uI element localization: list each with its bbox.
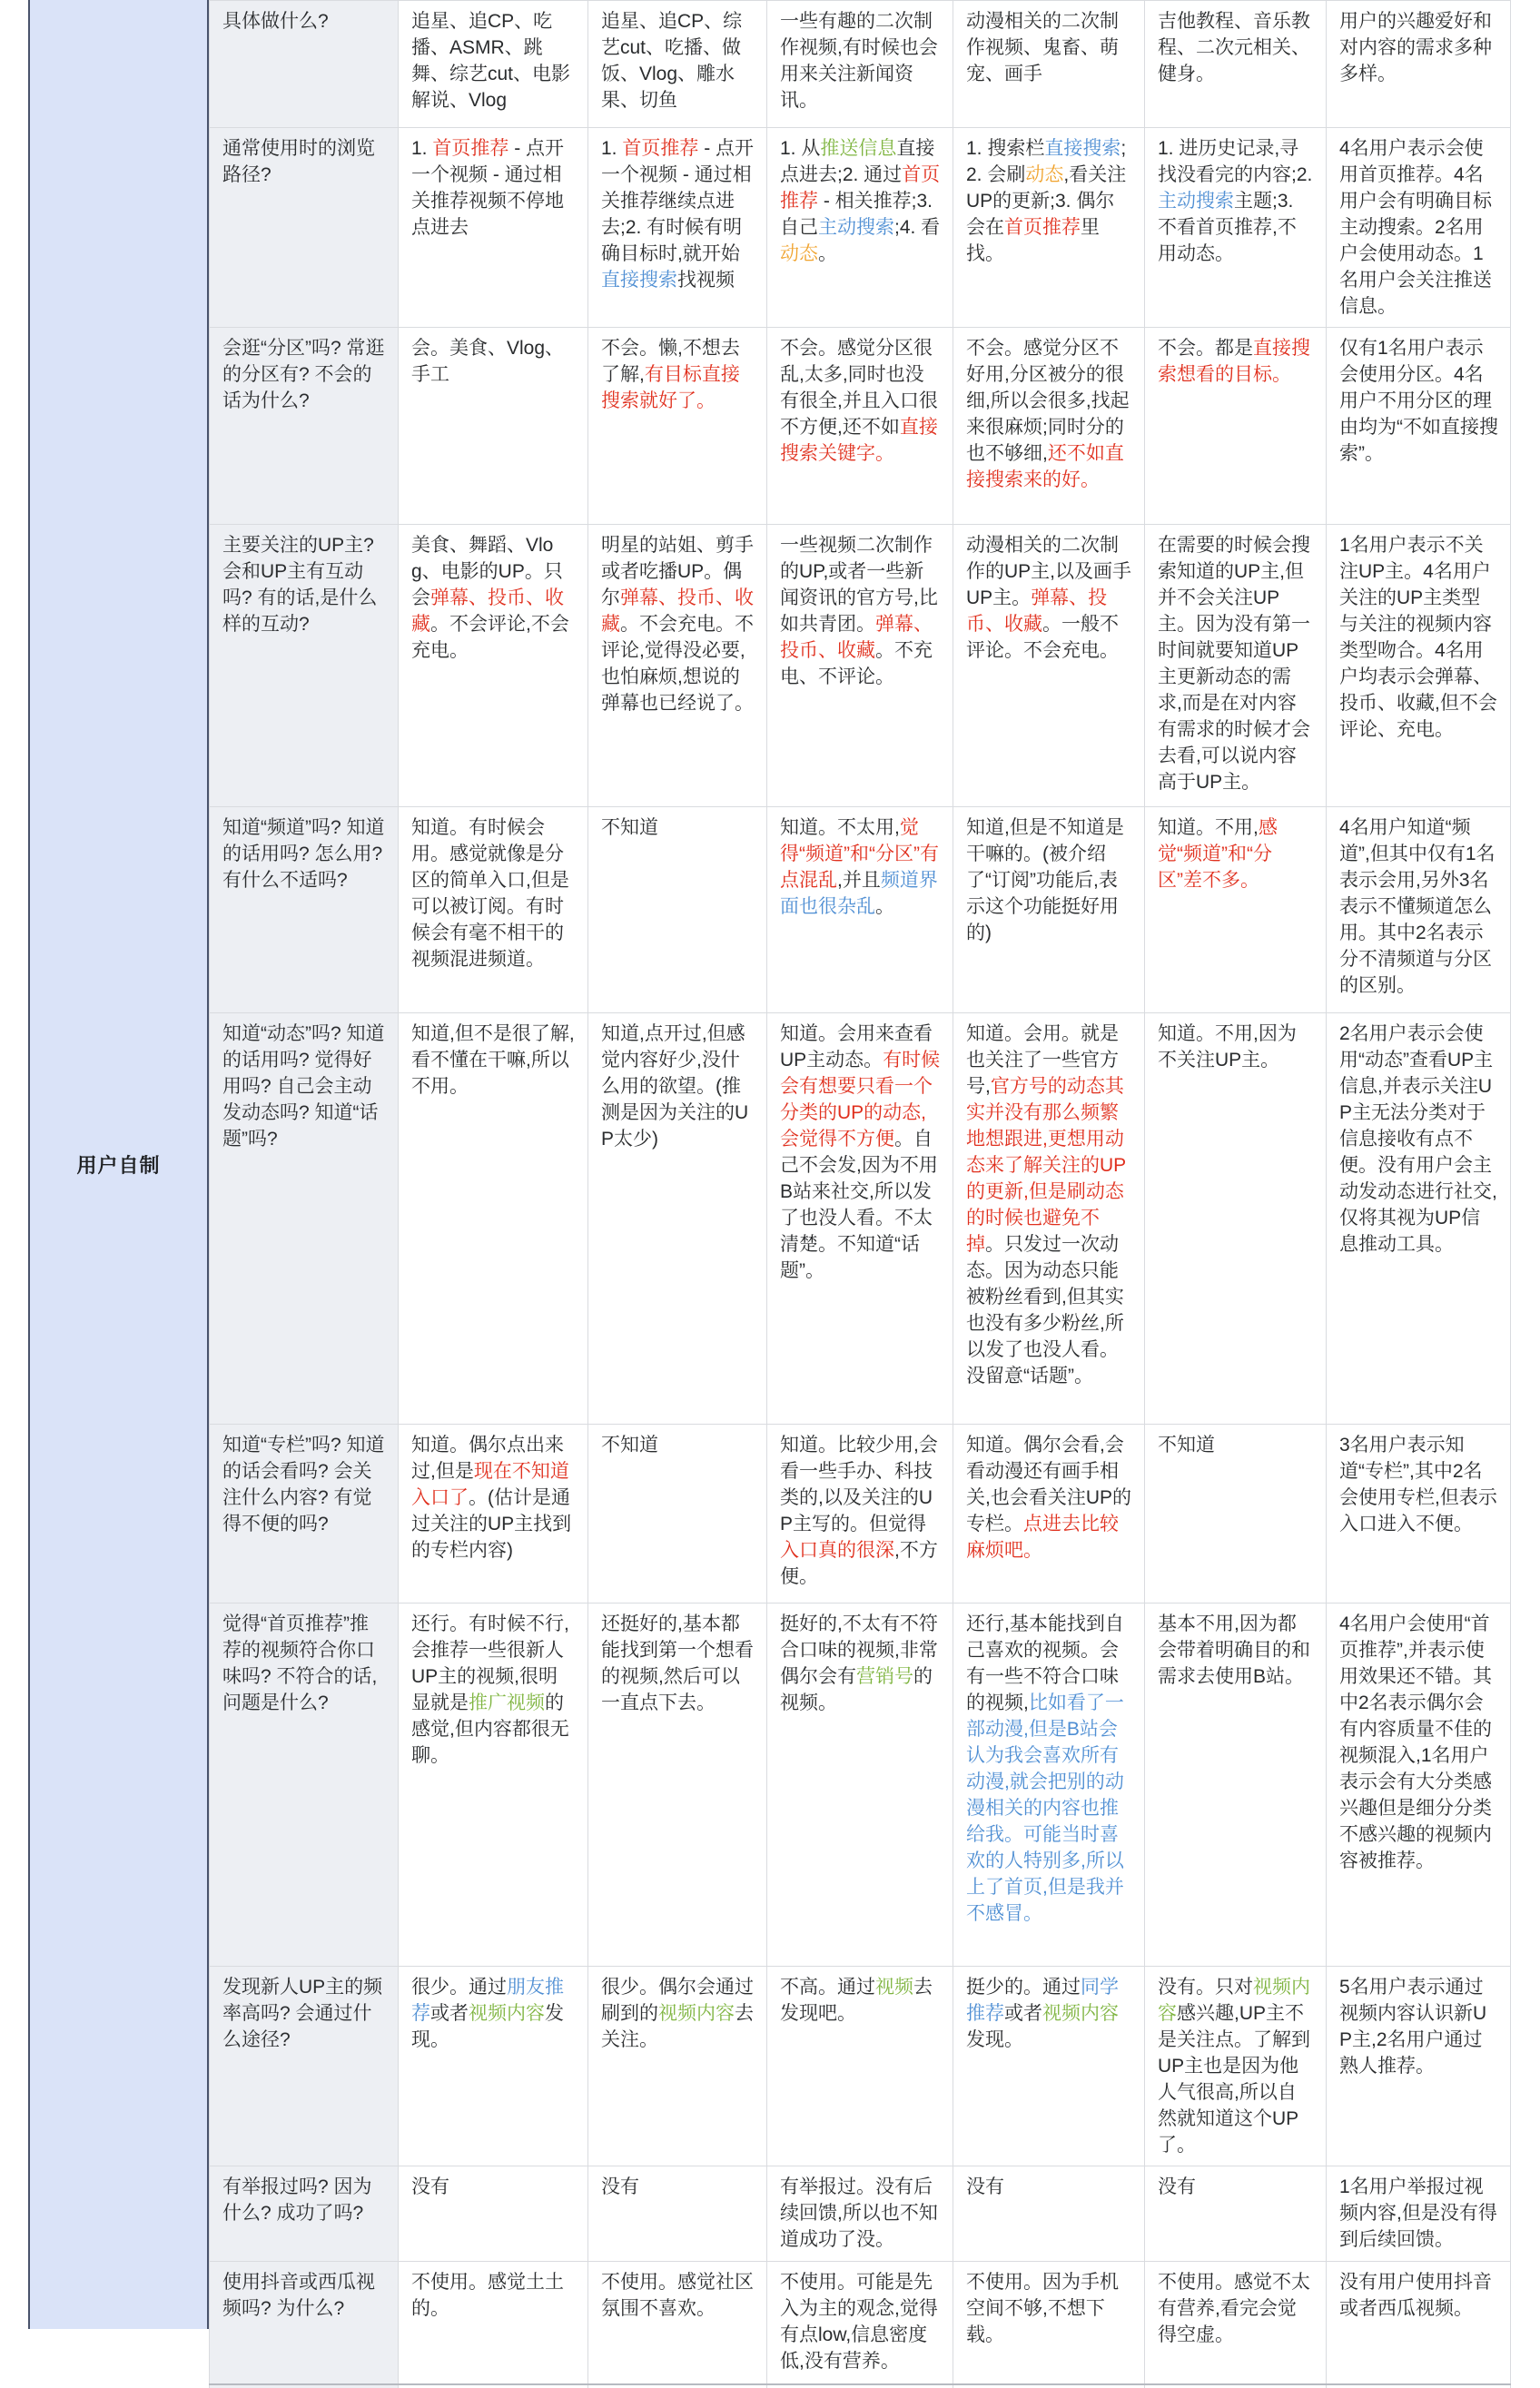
cell-text: 知道。会用来查看UP主动态。 xyxy=(780,1023,933,1071)
cell-text: 会。美食、Vlog、手工 xyxy=(411,338,565,385)
table-row xyxy=(210,525,1511,807)
cell-text: 不高。通过 xyxy=(780,1977,875,1998)
summary-cell[interactable] xyxy=(1327,128,1511,328)
highlighted-text: 推送信息 xyxy=(820,138,897,159)
cell-text: 知道“专栏”吗? 知道的话会看吗? 会关注什么内容? 有觉得不便的吗? xyxy=(222,1435,385,1534)
cell-text: 追星、追CP、综艺cut、吃播、做饭、Vlog、雕水果、切鱼 xyxy=(601,11,743,111)
cell-text: 知道“动态”吗? 知道的话用吗? 觉得好用吗? 自己会主动发动态吗? 知道“话题”吗? xyxy=(222,1023,385,1150)
highlighted-text: 还不如直接搜索来的好。 xyxy=(966,443,1124,490)
answer-cell[interactable] xyxy=(1145,1013,1327,1425)
answer-cell[interactable] xyxy=(953,128,1145,328)
highlighted-text: 主动搜索 xyxy=(818,217,894,238)
cell-text: 不使用。因为手机空间不够,不想下载。 xyxy=(966,2272,1119,2345)
cell-text: 知道。偶尔会看,会看动漫还有画手相关,也会看关注UP的专栏。 xyxy=(966,1435,1132,1534)
highlighted-text: 觉得“频道”和“分区”有点混乱 xyxy=(780,817,939,891)
research-table xyxy=(209,0,1511,2388)
cell-text: 知道,点开过,但感觉内容好少,没什么用的欲望。(推测是因为关注的UP太少) xyxy=(601,1023,749,1150)
summary-cell[interactable] xyxy=(1327,328,1511,525)
summary-cell[interactable] xyxy=(1327,807,1511,1013)
answer-cell[interactable] xyxy=(588,525,767,807)
question-cell[interactable] xyxy=(210,1604,399,1967)
cell-text: 一些视频二次制作的UP,或者一些新闻资讯的官方号,比如共青团。 xyxy=(780,535,938,635)
cell-text: 。不会充电。不评论,觉得没必要,也怕麻烦,想说的弹幕也已经说了。 xyxy=(601,614,754,714)
question-cell[interactable] xyxy=(210,807,399,1013)
answer-cell[interactable] xyxy=(767,328,953,525)
answer-cell[interactable] xyxy=(767,2166,953,2262)
cell-text: 挺少的。通过 xyxy=(966,1977,1081,1998)
answer-cell[interactable] xyxy=(953,2384,1145,2388)
answer-cell[interactable] xyxy=(1145,328,1327,525)
answer-cell[interactable] xyxy=(588,1967,767,2166)
cell-text: 知道“频道”吗? 知道的话用吗? 怎么用? 有什么不适吗? xyxy=(222,817,385,891)
cell-text: 4名用户知道“频道”,但其中仅有1名表示会用,另外3名表示不懂频道怎么用。其中2名表示分不清频道与分区的区别。 xyxy=(1339,817,1496,996)
cell-text: 直接点进去;2. 通过 xyxy=(780,138,935,185)
answer-cell[interactable] xyxy=(399,128,588,328)
answer-cell[interactable] xyxy=(399,2262,588,2384)
answer-cell[interactable] xyxy=(588,807,767,1013)
cell-text: 不使用。感觉土土的。 xyxy=(411,2272,564,2319)
cell-text: 发现新人UP主的频率高吗? 会通过什么途径? xyxy=(222,1977,383,2050)
cell-text: 不会。感觉分区很乱,太多,同时也没有很全,并且入口很不方便,还不如 xyxy=(780,338,938,438)
category-cell[interactable] xyxy=(28,0,209,2329)
cell-text: 1. xyxy=(601,138,623,159)
answer-cell[interactable] xyxy=(399,1013,588,1425)
cell-text: 。自己不会发,因为不用B站来社交,所以发了也没人看。不太清楚。不知道“话题”。 xyxy=(780,1129,938,1281)
summary-cell[interactable] xyxy=(1327,525,1511,807)
summary-cell[interactable] xyxy=(1327,1013,1511,1425)
answer-cell[interactable] xyxy=(588,128,767,328)
cell-text: 会逛“分区”吗? 常逛的分区有? 不会的话为什么? xyxy=(222,338,385,411)
cell-text: 知道。不太用, xyxy=(780,817,900,838)
cell-text: 的视频。 xyxy=(780,1666,933,1713)
highlighted-text: 推广视频 xyxy=(469,1692,545,1713)
answer-cell[interactable] xyxy=(399,1,588,128)
table-row xyxy=(210,128,1511,328)
cell-text: 在需要的时候会搜索知道的UP主,但并不会关注UP主。因为没有第一时间就要知道UP主更新动态的需求,而是在对内容有需求的时候才会去看,可以说内容高于UP主。 xyxy=(1158,535,1310,793)
cell-text: ;4. 看 xyxy=(894,217,941,238)
cell-text: 主题;3. 不看首页推荐,不用动态。 xyxy=(1158,191,1297,264)
answer-cell[interactable] xyxy=(588,2166,767,2262)
cell-text: 3名用户表示知道“专栏”,其中2名会使用专栏,但表示入口进入不便。 xyxy=(1339,1435,1497,1534)
cell-text: ,看关注UP的更新;3. 偶尔会在 xyxy=(966,164,1127,238)
cell-text: 还挺好的,基本都能找到第一个想看的视频,然后可以一直点下去。 xyxy=(601,1613,754,1713)
cell-text: 。一般不评论。不会充电。 xyxy=(966,614,1119,661)
answer-cell[interactable] xyxy=(767,807,953,1013)
answer-cell[interactable] xyxy=(767,1967,953,2166)
answer-cell[interactable] xyxy=(399,525,588,807)
cell-text: 。 xyxy=(875,896,894,917)
cell-text: 不会。感觉分区不好用,分区被分的很细,所以会很多,找起来很麻烦;同时分的也不够细, xyxy=(966,338,1130,464)
answer-cell[interactable] xyxy=(953,328,1145,525)
summary-cell[interactable] xyxy=(1327,2166,1511,2262)
table-row xyxy=(210,1425,1511,1604)
cell-text: 。不充电、不评论。 xyxy=(780,640,933,687)
highlighted-text: 弹幕、投币、收藏 xyxy=(601,587,754,635)
cell-text: 去发现吧。 xyxy=(780,1977,933,2024)
cell-text: 。只发过一次动态。因为动态只能被粉丝看到,但其实也没有多少粉丝,所以发了也没人看。没留意“话题”。 xyxy=(966,1234,1124,1386)
cell-text: 知道。偶尔点出来过,但是 xyxy=(411,1435,564,1482)
answer-cell[interactable] xyxy=(953,2166,1145,2262)
question-cell[interactable] xyxy=(210,128,399,328)
summary-cell[interactable] xyxy=(1327,1967,1511,2166)
highlighted-text: 现在不知道入口了 xyxy=(411,1461,569,1508)
highlighted-text: 点进去比较麻烦吧。 xyxy=(966,1514,1119,1561)
cell-text: 。 xyxy=(818,243,837,264)
highlighted-text: 官方号的动态其实并没有那么频繁地想跟进,更想用动态来了解关注的UP的更新,但是刷动态的时候也避免不掉 xyxy=(966,1076,1127,1255)
cell-text: 4名用户表示会使用首页推荐。4名用户会有明确目标主动搜索。2名用户会使用动态。1名用户会关注推送信息。 xyxy=(1339,138,1492,317)
highlighted-text: 弹幕、投币、收藏 xyxy=(966,587,1108,635)
answer-cell[interactable] xyxy=(1145,128,1327,328)
cell-text: 通常使用时的浏览路径? xyxy=(222,138,375,185)
cell-text: 吉他教程、音乐教程、二次元相关、健身。 xyxy=(1158,11,1310,84)
cell-text: 没有 xyxy=(1158,2176,1196,2197)
cell-text: 很少。偶尔会通过刷到的 xyxy=(601,1977,754,2024)
answer-cell[interactable] xyxy=(1145,2166,1327,2262)
highlighted-text: 视频 xyxy=(875,1977,913,1998)
cell-text: 没有 xyxy=(601,2176,639,2197)
cell-text: 知道,但是不知道是干嘛的。(被介绍了“订阅”功能后,表示这个功能挺好用的) xyxy=(966,817,1124,943)
question-cell[interactable] xyxy=(210,2384,399,2388)
cell-text: 里找。 xyxy=(966,217,1100,264)
cell-text: 动漫相关的二次制作的UP主,以及画手UP主。 xyxy=(966,535,1132,608)
cell-text: 明星的站姐、剪手或者吃播UP。偶尔 xyxy=(601,535,754,608)
cell-text: ,并且 xyxy=(837,870,881,891)
cell-text: 1. 搜索栏 xyxy=(966,138,1045,159)
question-cell[interactable] xyxy=(210,2166,399,2262)
summary-cell[interactable] xyxy=(1327,1604,1511,1967)
answer-cell[interactable] xyxy=(588,2384,767,2388)
cell-text: 或者 xyxy=(430,2003,469,2024)
cell-text: 基本不用,因为都会带着明确目的和需求去使用B站。 xyxy=(1158,1613,1310,1687)
answer-cell[interactable] xyxy=(767,2384,953,2388)
answer-cell[interactable] xyxy=(767,1425,953,1604)
cell-text: ;2. 会刷 xyxy=(966,138,1127,185)
highlighted-text: 直接搜索 xyxy=(601,270,677,291)
cell-text: ,不方便。 xyxy=(780,1540,938,1587)
cell-text: 1名用户表示不关注UP主。4名用户关注的UP主类型与关注的视频内容类型吻合。4名用户均表示会弹幕、投币、收藏,但不会评论、充电。 xyxy=(1339,535,1497,740)
cell-text: - 点开一个视频 - 通过相关推荐继续点进去;2. 有时候有明确目标时,就开始 xyxy=(601,138,755,264)
cell-text: 发现。 xyxy=(966,2029,1023,2050)
cell-text: 美食、舞蹈、Vlog、电影的UP。只会 xyxy=(411,535,563,608)
cell-text: 不使用。感觉社区氛围不喜欢。 xyxy=(601,2272,754,2319)
answer-cell[interactable] xyxy=(399,2384,588,2388)
highlighted-text: 主动搜索 xyxy=(1158,191,1234,212)
cell-text: 感兴趣,UP主不是关注点。了解到UP主也是因为他人气很高,所以自然就知道这个UP了。 xyxy=(1158,2003,1310,2156)
answer-cell[interactable] xyxy=(767,2262,953,2384)
answer-cell[interactable] xyxy=(953,1604,1145,1967)
summary-cell[interactable] xyxy=(1327,1,1511,128)
highlighted-text: 频道界面也很杂乱 xyxy=(780,870,938,917)
highlighted-text: 首页推荐 xyxy=(1004,217,1081,238)
cell-text: 没有用户使用抖音或者西瓜视频。 xyxy=(1339,2272,1492,2319)
table-row xyxy=(210,807,1511,1013)
answer-cell[interactable] xyxy=(767,1,953,128)
answer-cell[interactable] xyxy=(953,2262,1145,2384)
highlighted-text: 营销号 xyxy=(856,1666,913,1687)
question-cell[interactable] xyxy=(210,1013,399,1425)
cell-text: 4名用户会使用“首页推荐”,并表示使用效果还不错。其中2名表示偶尔会有内容质量不佳的视频混入,1名用户表示会有大分类感兴趣但是细分分类不感兴趣的视频内容被推荐。 xyxy=(1339,1613,1492,1871)
highlighted-text: 同学推荐 xyxy=(966,1977,1119,2024)
answer-cell[interactable] xyxy=(588,328,767,525)
cell-text: 1. xyxy=(411,138,433,159)
cell-text: 不会。懒,不想去了解, xyxy=(601,338,740,385)
cell-text: 1名用户举报过视频内容,但是没有得到后续回馈。 xyxy=(1339,2176,1497,2250)
cell-text: 有举报过。没有后续回馈,所以也不知道成功了没。 xyxy=(780,2176,938,2250)
question-cell[interactable] xyxy=(210,1,399,128)
cell-text: 不知道 xyxy=(1158,1435,1215,1455)
answer-cell[interactable] xyxy=(953,1425,1145,1604)
answer-cell[interactable] xyxy=(399,807,588,1013)
answer-cell[interactable] xyxy=(1145,525,1327,807)
answer-cell[interactable] xyxy=(953,1967,1145,2166)
answer-cell[interactable] xyxy=(767,525,953,807)
cell-text: 知道。不用,因为不关注UP主。 xyxy=(1158,1023,1297,1071)
answer-cell[interactable] xyxy=(399,328,588,525)
cell-text: 1. 进历史记录,寻找没看完的内容;2. xyxy=(1158,138,1313,185)
answer-cell[interactable] xyxy=(399,1425,588,1604)
cell-text: 动漫相关的二次制作视频、鬼畜、萌宠、画手 xyxy=(966,11,1119,84)
highlighted-text: 直接搜索想看的目标。 xyxy=(1158,338,1310,385)
answer-cell[interactable] xyxy=(1145,1604,1327,1967)
question-cell[interactable] xyxy=(210,2262,399,2384)
cell-text: 没有。只对 xyxy=(1158,1977,1253,1998)
highlighted-text: 弹幕、投币、收藏 xyxy=(411,587,564,635)
cell-text: - 点开一个视频 - 通过相关推荐视频不停地点进去 xyxy=(411,138,565,238)
cell-text: 没有 xyxy=(411,2176,449,2197)
answer-cell[interactable] xyxy=(1145,1,1327,128)
cell-text: 挺好的,不太有不符合口味的视频,非常偶尔会有 xyxy=(780,1613,938,1687)
table-row xyxy=(210,1013,1511,1425)
highlighted-text: 朋友推荐 xyxy=(411,1977,564,2024)
cell-text: 还行,基本能找到自己喜欢的视频。会有一些不符合口味的视频, xyxy=(966,1613,1124,1713)
cell-text: 的感觉,但内容都很无聊。 xyxy=(411,1692,569,1766)
table-row xyxy=(210,1604,1511,1967)
highlighted-text: 首页推荐 xyxy=(622,138,699,159)
category-label: 用户自制 xyxy=(76,1154,161,1177)
answer-cell[interactable] xyxy=(588,1013,767,1425)
highlighted-text: 直接搜索关键字。 xyxy=(780,417,938,464)
answer-cell[interactable] xyxy=(953,525,1145,807)
cell-text: 觉得“首页推荐”推荐的视频符合你口味吗? 不符合的话,问题是什么? xyxy=(222,1613,378,1713)
answer-cell[interactable] xyxy=(588,1425,767,1604)
cell-text: 知道。不用, xyxy=(1158,817,1259,838)
cell-text: 不知道 xyxy=(601,817,658,838)
summary-cell[interactable] xyxy=(1327,1425,1511,1604)
answer-cell[interactable] xyxy=(588,1,767,128)
cell-text: 一些有趣的二次制作视频,有时候也会用来关注新闻资讯。 xyxy=(780,11,938,111)
cell-text: 或者 xyxy=(1004,2003,1042,2024)
cell-text: 主要关注的UP主? 会和UP主有互动吗? 有的话,是什么样的互动? xyxy=(222,535,378,635)
cell-text: 没有 xyxy=(966,2176,1004,2197)
cell-text: 找视频 xyxy=(677,270,735,291)
cell-text: 2名用户表示会使用“动态”查看UP主信息,并表示关注UP主无法分类对于信息接收有点不便。没有用户会主动发动态进行社交,仅将其视为UP信息推动工具。 xyxy=(1339,1023,1497,1255)
cell-text: 追星、追CP、吃播、ASMR、跳舞、综艺cut、电影解说、Vlog xyxy=(411,11,571,111)
cell-text: 。不会评论,不会充电。 xyxy=(411,614,569,661)
highlighted-text: 有目标直接搜索就好了。 xyxy=(601,364,740,411)
cell-text: 。(估计是通过关注的UP主找到的专栏内容) xyxy=(411,1487,572,1561)
cell-text: 具体做什么? xyxy=(222,11,329,32)
answer-cell[interactable] xyxy=(1145,807,1327,1013)
highlighted-text: 动态 xyxy=(780,243,818,264)
highlighted-text: 动态 xyxy=(1025,164,1064,185)
cell-text: 知道,但不是很了解,看不懂在干嘛,所以不用。 xyxy=(411,1023,575,1097)
highlighted-text: 视频内容 xyxy=(658,2003,735,2024)
answer-cell[interactable] xyxy=(953,1,1145,128)
cell-text: 知道。比较少用,会看一些手办、科技类的,以及关注的UP主写的。但觉得 xyxy=(780,1435,938,1534)
cell-text: 使用抖音或西瓜视频吗? 为什么? xyxy=(222,2272,375,2319)
answer-cell[interactable] xyxy=(399,1604,588,1967)
cell-text: 不使用。感觉不太有营养,看完会觉得空虚。 xyxy=(1158,2272,1310,2345)
answer-cell[interactable] xyxy=(1145,1967,1327,2166)
highlighted-text: 视频内容 xyxy=(469,2003,545,2024)
answer-cell[interactable] xyxy=(1145,1425,1327,1604)
cell-text: 5名用户表示通过视频内容认识新UP主,2名用户通过熟人推荐。 xyxy=(1339,1977,1487,2077)
research-sheet xyxy=(28,0,1510,2372)
summary-cell[interactable] xyxy=(1327,2262,1511,2384)
cell-text: - 相关推荐;3. 自己 xyxy=(780,191,933,238)
table-row xyxy=(210,2262,1511,2384)
cell-text: 1. 从 xyxy=(780,138,821,159)
cell-text: 很少。通过 xyxy=(411,1977,507,1998)
cell-text: 不会。都是 xyxy=(1158,338,1253,359)
cell-text: 知道。有时候会用。感觉就像是分区的简单入口,但是可以被订阅。有时候会有毫不相干的视频混进频道。 xyxy=(411,817,569,970)
cell-text: 用户的兴趣爱好和对内容的需求多种多样。 xyxy=(1339,11,1492,84)
question-cell[interactable] xyxy=(210,525,399,807)
highlighted-text: 首页推荐 xyxy=(780,164,941,212)
next-row-sliver xyxy=(210,2384,1511,2388)
cell-text: 不知道 xyxy=(601,1435,658,1455)
highlighted-text: 入口真的很深 xyxy=(780,1540,894,1561)
highlighted-text: 视频内容 xyxy=(1158,1977,1310,2024)
highlighted-text: 弹幕、投币、收藏 xyxy=(780,614,933,661)
answer-cell[interactable] xyxy=(1145,2262,1327,2384)
table-row xyxy=(210,1,1511,128)
table-row xyxy=(210,328,1511,525)
answer-cell[interactable] xyxy=(1145,2384,1327,2388)
answer-cell[interactable] xyxy=(399,1967,588,2166)
answer-cell[interactable] xyxy=(588,1604,767,1967)
question-cell[interactable] xyxy=(210,1967,399,2166)
answer-cell[interactable] xyxy=(767,128,953,328)
table-row xyxy=(210,2166,1511,2262)
question-cell[interactable] xyxy=(210,328,399,525)
question-cell[interactable] xyxy=(210,1425,399,1604)
highlighted-text: 首页推荐 xyxy=(432,138,509,159)
answer-cell[interactable] xyxy=(953,807,1145,1013)
answer-cell[interactable] xyxy=(588,2262,767,2384)
cell-text: 仅有1名用户表示会使用分区。4名用户不用分区的理由均为“不如直接搜索”。 xyxy=(1339,338,1498,464)
answer-cell[interactable] xyxy=(399,2166,588,2262)
table-row xyxy=(210,1967,1511,2166)
answer-cell[interactable] xyxy=(767,1604,953,1967)
highlighted-text: 视频内容 xyxy=(1042,2003,1119,2024)
table-body xyxy=(210,1,1511,2384)
highlighted-text: 直接搜索 xyxy=(1044,138,1121,159)
highlighted-text: 感觉“频道”和“分区”差不多。 xyxy=(1158,817,1278,891)
answer-cell[interactable] xyxy=(767,1013,953,1425)
cell-text: 去关注。 xyxy=(601,2003,754,2050)
answer-cell[interactable] xyxy=(953,1013,1145,1425)
summary-cell[interactable] xyxy=(1327,2384,1511,2388)
cell-text: 有举报过吗? 因为什么? 成功了吗? xyxy=(222,2176,372,2224)
cell-text: 发现。 xyxy=(411,2003,564,2050)
cell-text: 知道。会用。就是也关注了一些官方号, xyxy=(966,1023,1119,1097)
highlighted-text: 有时候会有想要只看一个分类的UP的动态,会觉得不方便 xyxy=(780,1050,941,1150)
cell-text: 还行。有时候不行,会推荐一些很新人UP主的视频,很明显就是 xyxy=(411,1613,569,1713)
cell-text: 不使用。可能是先入为主的观念,觉得有点low,信息密度低,没有营养。 xyxy=(780,2272,938,2372)
highlighted-text: 比如看了一部动漫,但是B站会认为我会喜欢所有动漫,就会把别的动漫相关的内容也推给我。可能当时喜欢的人特别多,所以上了首页,但是我并不感冒。 xyxy=(966,1692,1124,1924)
